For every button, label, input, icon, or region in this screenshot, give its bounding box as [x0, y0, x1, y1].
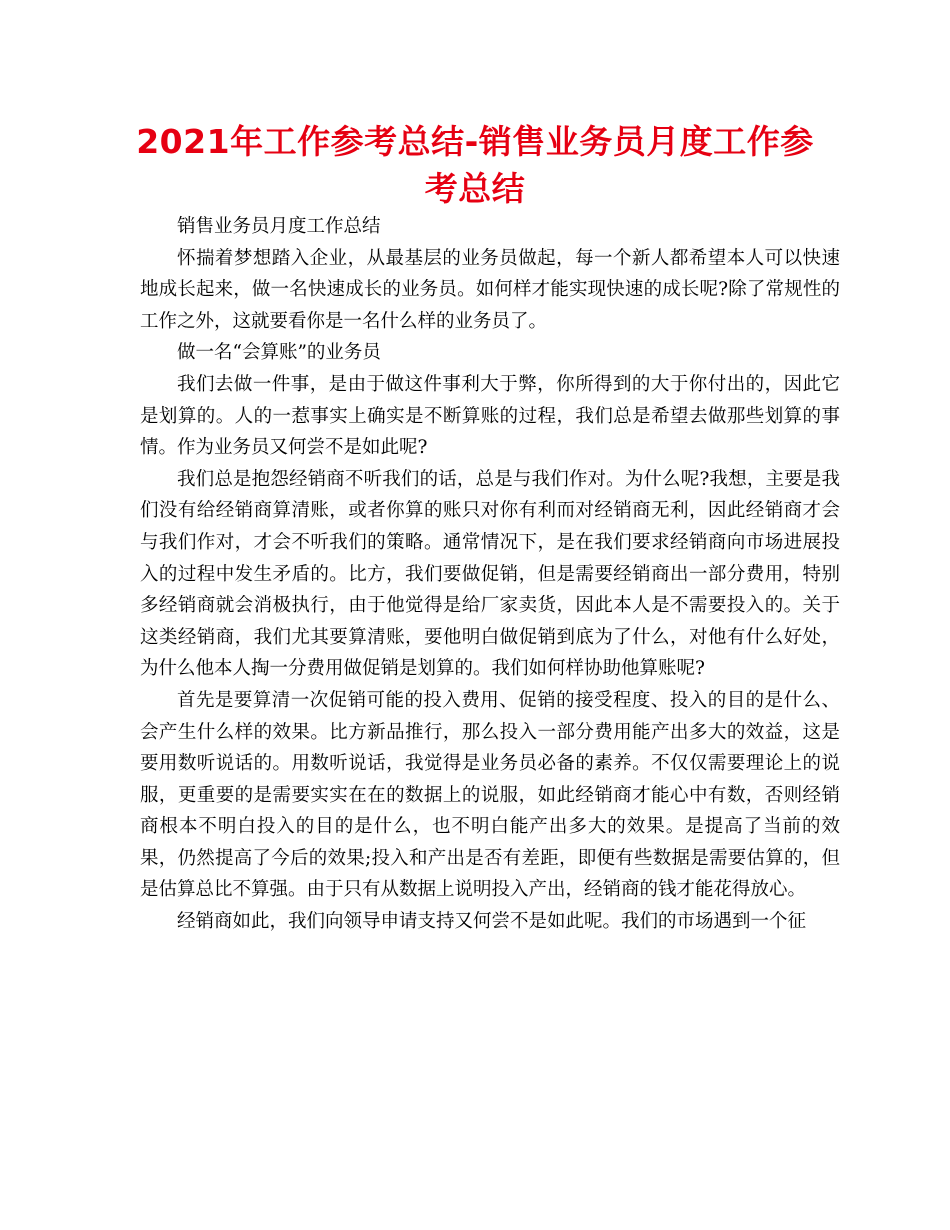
paragraph: 经销商如此，我们向领导申请支持又何尝不是如此呢。我们的市场遇到一个征 — [177, 911, 807, 933]
document-title: 2021年工作参考总结-销售业务员月度工作参考总结 — [136, 122, 814, 208]
paragraph: 首先是要算清一次促销可能的投入费用、促销的接受程度、投入的目的是什么、会产生什么样的效果。比方新品推行，那么投入一部分费用能产出多大的效益，这是要用数听说话的。用数听说话，我觉得是业务员必备的素养。不仅仅需要理论上的说服，更重要的是需要实实在在的数据上的说服，如此经销商才能心中有数，否则经销商根本不明白投入的目的是什么，也不明白能产出多大的效果。是提高了当前的效果，仍然提高了今后的效果;投入和产出是否有差距，即便有些数据是需要估算的，但是估算总比不算强。由于只有从数据上说明投入产出，经销商的钱才能花得放心。 — [140, 689, 840, 901]
document-body — [140, 211, 840, 938]
paragraph-subtitle: 销售业务员月度工作总结 — [177, 216, 381, 237]
paragraph-section-heading: 做一名“会算账”的业务员 — [177, 342, 381, 364]
paragraph: 我们总是抱怨经销商不听我们的话，总是与我们作对。为什么呢?我想，主要是我们没有给经销商算清账，或者你算的账只对你有利而对经销商无利，因此经销商才会与我们作对，才会不听我们的策略。通常情况下，是在我们要求经销商向市场进展投入的过程中发生矛盾的。比方，我们要做促销，但是需要经销商出一部分费用，特别多经销商就会消极执行，由于他觉得是给厂家卖货，因此本人是不需要投入的。关于这类经销商，我们尤其要算清账，要他明白做促销到底为了什么，对他有什么好处，为什么他本人掏一分费用做促销是划算的。我们如何样协助他算账呢? — [140, 468, 840, 680]
paragraph: 我们去做一件事，是由于做这件事利大于弊，你所得到的大于你付出的，因此它是划算的。人的一惹事实上确实是不断算账的过程，我们总是希望去做那些划算的事情。作为业务员又何尝不是如此呢? — [140, 373, 840, 459]
paragraph: 怀揣着梦想踏入企业，从最基层的业务员做起，每一个新人都希望本人可以快速地成长起来，做一名快速成长的业务员。如何样才能实现快速的成长呢?除了常规性的工作之外，这就要看你是一名什么样的业务员了。 — [140, 247, 840, 332]
